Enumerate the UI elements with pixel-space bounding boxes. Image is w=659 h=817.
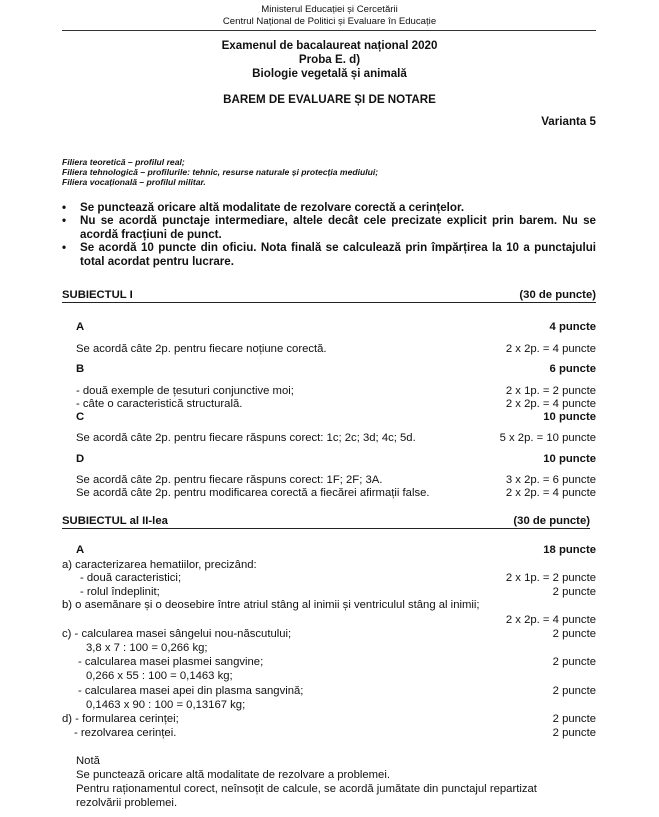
s2-c3-line: - calcularea masei apei din plasma sangvină; 2 puncte bbox=[78, 685, 596, 697]
general-rules bbox=[62, 201, 596, 268]
variant-label: Varianta 5 bbox=[541, 115, 596, 128]
s2-a-header: A 18 puncte bbox=[76, 544, 596, 556]
s2-c3-formula: 0,1463 x 90 : 100 = 0,13167 kg; bbox=[86, 699, 246, 711]
s2-c1-formula: 3,8 x 7 : 100 = 0,266 kg; bbox=[86, 642, 208, 654]
s1-b-header: B 6 puncte bbox=[76, 363, 596, 375]
note-line3: rezolvării problemei. bbox=[76, 797, 178, 809]
s1-b-line2: - câte o caracteristică structurală. 2 x 2p. = 4 puncte bbox=[76, 398, 596, 410]
filiera-vocationala: Filiera vocațională – profilul militar. bbox=[62, 177, 206, 187]
rule-item: • Nu se acordă punctaje intermediare, altele decât cele precizate explicit prin barem. Nu se acordă fracțiuni de punct. bbox=[62, 214, 596, 241]
s1-b-line1: - două exemple de țesuturi conjunctive moi; 2 x 1p. = 2 puncte bbox=[76, 385, 596, 397]
proba-title: Proba E. d) bbox=[298, 53, 361, 66]
subject1-points: (30 de puncte) bbox=[519, 289, 596, 301]
s2-a-line: a) caracterizarea hematiilor, precizând: bbox=[62, 559, 257, 571]
note-line1: Se punctează oricare altă modalitate de rezolvare a problemei. bbox=[76, 769, 390, 781]
s1-c-header: C 10 puncte bbox=[76, 411, 596, 423]
s2-a1-line: - două caracteristici; 2 x 1p. = 2 puncte bbox=[80, 572, 596, 584]
subject2-title: SUBIECTUL al II-lea bbox=[62, 515, 168, 527]
note-line2: Pentru raționamentul corect, neînsoțit de calcule, se acordă jumătate din punctajul repartizat bbox=[76, 783, 537, 795]
s1-a-line: Se acordă câte 2p. pentru fiecare noțiune corectă. 2 x 2p. = 4 puncte bbox=[76, 343, 596, 355]
s2-b-calc: 2 x 2p. = 4 puncte bbox=[505, 614, 596, 626]
centre-header: Centrul Național de Politici și Evaluare în Educație bbox=[222, 16, 437, 27]
rule-item: • Se punctează oricare altă modalitate de rezolvare corectă a cerințelor. bbox=[62, 201, 465, 214]
exam-title: Examenul de bacalaureat național 2020 bbox=[221, 39, 438, 52]
s2-b-line: b) o asemănare și o deosebire între atriul stâng al inimii și ventriculul stâng al inimii; bbox=[62, 599, 480, 611]
subject1-header bbox=[62, 289, 596, 302]
s2-d1-line: d) - formularea cerinței; 2 puncte bbox=[62, 713, 596, 725]
s1-a-header: A 4 puncte bbox=[76, 321, 596, 333]
s1-c-line: Se acordă câte 2p. pentru fiecare răspuns corect: 1c; 2c; 3d; 4c; 5d. 5 x 2p. = 10 puncte bbox=[76, 432, 596, 444]
s2-a2-line: - rolul îndeplinit; 2 puncte bbox=[80, 586, 596, 598]
s1-d-header: D 10 puncte bbox=[76, 453, 596, 465]
header-divider bbox=[62, 30, 596, 31]
subject2-header bbox=[62, 515, 596, 528]
barem-title: BAREM DE EVALUARE ȘI DE NOTARE bbox=[223, 93, 436, 106]
s1-d-line1: Se acordă câte 2p. pentru fiecare răspuns corect: 1F; 2F; 3A. 3 x 2p. = 6 puncte bbox=[76, 474, 596, 486]
filiera-tehnologica: Filiera tehnologică – profilurile: tehnic, resurse naturale și protecția mediului; bbox=[62, 167, 379, 177]
rule-item: • Se acordă 10 puncte din oficiu. Nota finală se calculează prin împărțirea la 10 a punctajului total acordat pentru lucrare. bbox=[62, 241, 596, 268]
s2-c2-line: - calcularea masei plasmei sangvine; 2 puncte bbox=[78, 656, 596, 668]
note-title: Notă bbox=[76, 755, 100, 767]
s2-c2-formula: 0,266 x 55 : 100 = 0,1463 kg; bbox=[86, 670, 233, 682]
s1-d-line2: Se acordă câte 2p. pentru modificarea corectă a fiecărei afirmații false. 2 x 2p. = 4 puncte bbox=[76, 487, 596, 499]
subject1-title: SUBIECTUL I bbox=[62, 289, 133, 301]
subject2-points: (30 de puncte) bbox=[513, 515, 590, 527]
ministry-header: Ministerul Educației și Cercetării bbox=[261, 4, 398, 15]
subject-title: Biologie vegetală și animală bbox=[252, 67, 407, 80]
filiera-teoretica: Filiera teoretică – profilul real; bbox=[62, 157, 185, 167]
s2-d2-line: - rezolvarea cerinței. 2 puncte bbox=[74, 727, 596, 739]
subject2-underline bbox=[62, 528, 590, 529]
subject1-underline bbox=[62, 302, 596, 303]
s2-c1-line: c) - calcularea masei sângelui nou-născutului; 2 puncte bbox=[62, 628, 596, 640]
